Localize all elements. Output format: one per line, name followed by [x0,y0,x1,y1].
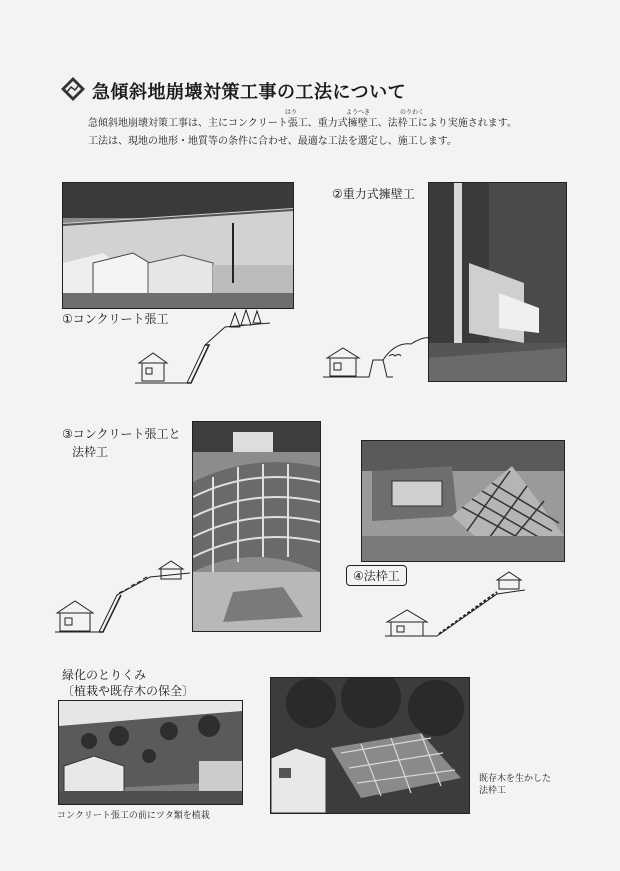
photo-gravity-wall [428,182,567,382]
caption-ivy: コンクリート張工の前にツタ類を植栽 [57,811,210,821]
diagram-concrete-facing [135,305,270,385]
method-3-label-line1: ③コンクリート張工と [62,427,181,441]
photo-existing-trees [270,677,470,814]
intro-line-2: 工法は、現地の地形・地質等の条件に合わせ、最適な工法を選定し、施工します。 [88,136,457,147]
method-2-label: ②重力式擁壁工 [332,187,415,201]
photo-concrete-facing [62,182,294,309]
photo-ivy-planting [58,700,243,805]
diagram-gravity-wall [323,330,433,380]
caption-trees-line1: 既存木を生かした [479,774,552,784]
diagram-frame-work [385,570,525,640]
greening-title-line1: 緑化のとりくみ [62,668,147,682]
method-4-label: ④法枠工 [346,565,407,586]
ruby-noriwaku: のりわく [400,109,425,116]
photo-concrete-and-frame [192,421,321,632]
ruby-youheki: ようへき [346,109,371,116]
diagram-concrete-and-frame [55,555,190,635]
slope-badge-icon [60,76,86,102]
intro-line-1: 急傾斜地崩壊対策工事は、主にコンクリート張工、重力式擁壁工、法枠工により実施されます。 [88,118,517,129]
caption-trees-line2: 法枠工 [479,786,507,796]
method-3-label-line2: 法枠工 [72,445,109,459]
method-1-label: ①コンクリート張工 [62,312,169,326]
section-header [60,76,580,104]
ruby-hari: はり [285,109,298,116]
photo-frame-work [361,440,565,562]
page-title: 急傾斜地崩壊対策工事の工法について [92,82,407,103]
greening-title-line2: 〔植栽や既存木の保全〕 [62,684,195,698]
